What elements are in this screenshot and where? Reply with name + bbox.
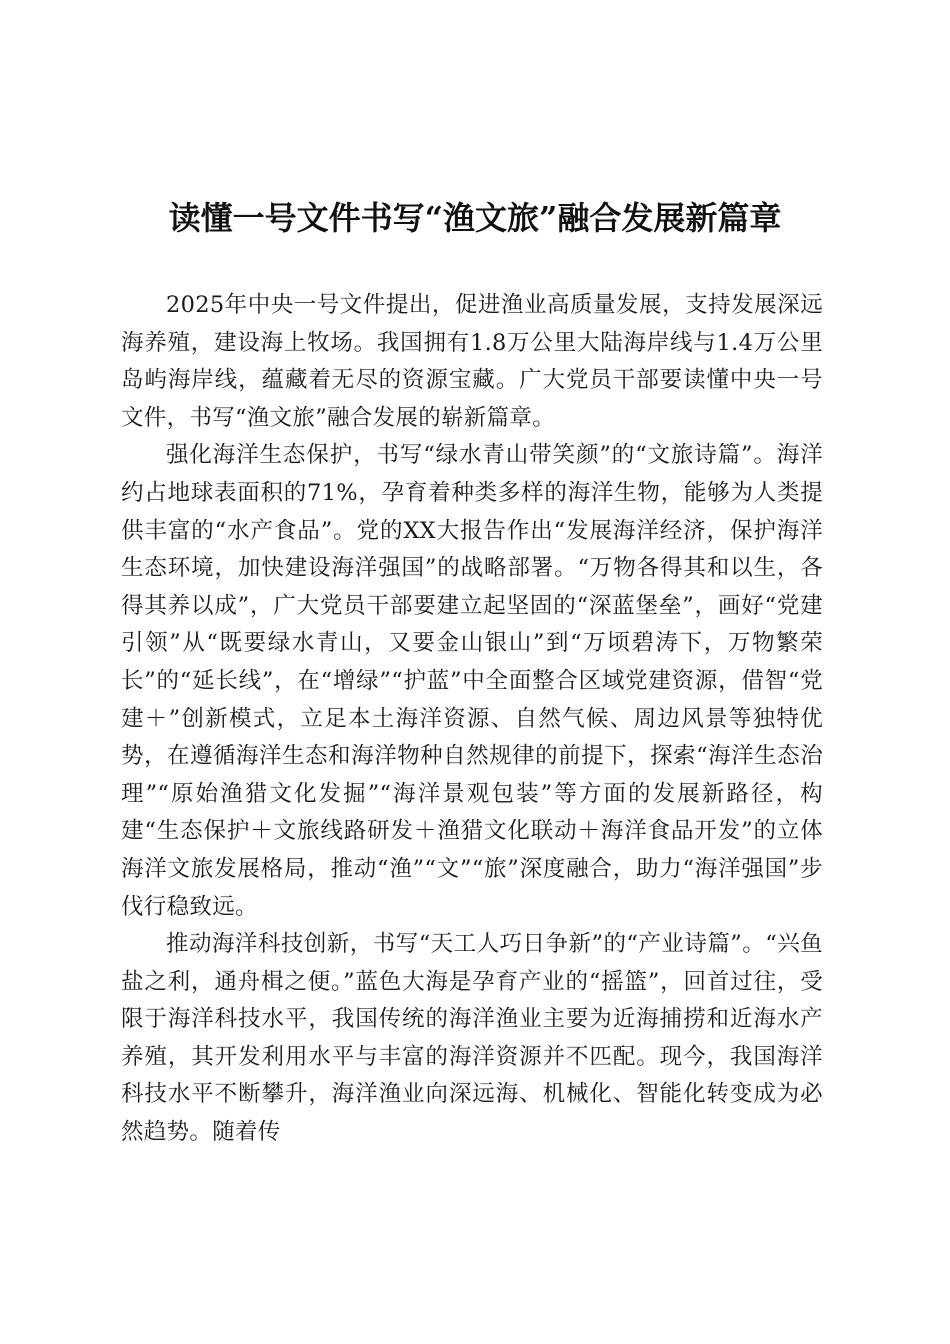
paragraph: 推动海洋科技创新，书写“天工人巧日争新”的“产业诗篇”。“兴鱼盐之利，通舟楫之便。”蓝色大海是孕育产业的“摇篮”，回首过往，受限于海洋科技水平，我国传统的海洋渔业主要为近海捕捞和近海水产养殖，其开发利用水平与丰富的海洋资源并不匹配。现今，我国海洋科技水平不断攀升，海洋渔业向深远海、机械化、智能化转变成为必然趋势。随着传 <box>121 931 823 1146</box>
paragraph: 强化海洋生态保护，书写“绿水青山带笑颜”的“文旅诗篇”。海洋约占地球表面积的71%，孕育着种类多样的海洋生物，能够为人类提供丰富的“水产食品”。党的XX大报告作出“发展海洋经济，保护海洋生态环境，加快建设海洋强国”的战略部署。“万物各得其和以生，各得其养以成”，广大党员干部要建立起坚固的“深蓝堡垒”，画好“党建引领”从“既要绿水青山，又要金山银山”到“万顷碧涛下，万物繁荣长”的“延长线”，在“增绿”“护蓝”中全面整合区域党建资源，借智“党建＋”创新模式，立足本土海洋资源、自然气候、周边风景等独特优势，在遵循海洋生态和海洋物种自然规律的前提下，探索“海洋生态治理”“原始渔猎文化发掘”“海洋景观包装”等方面的发展新路径，构建“生态保护＋文旅线路研发＋渔猎文化联动＋海洋食品开发”的立体海洋文旅发展格局，推动“渔”“文”“旅”深度融合，助力“海洋强国”步伐行稳致远。 <box>121 442 823 920</box>
document-title: 读懂一号文件书写“渔文旅”融合发展新篇章 <box>168 199 782 237</box>
paragraph: 2025年中央一号文件提出，促进渔业高质量发展，支持发展深远海养殖，建设海上牧场。我国拥有1.8万公里大陆海岸线与1.4万公里岛屿海岸线，蕴藏着无尽的资源宝藏。广大党员干部要读懂中央一号文件，书写“渔文旅”融合发展的崭新篇章。 <box>121 292 823 431</box>
document-body <box>121 287 823 1152</box>
